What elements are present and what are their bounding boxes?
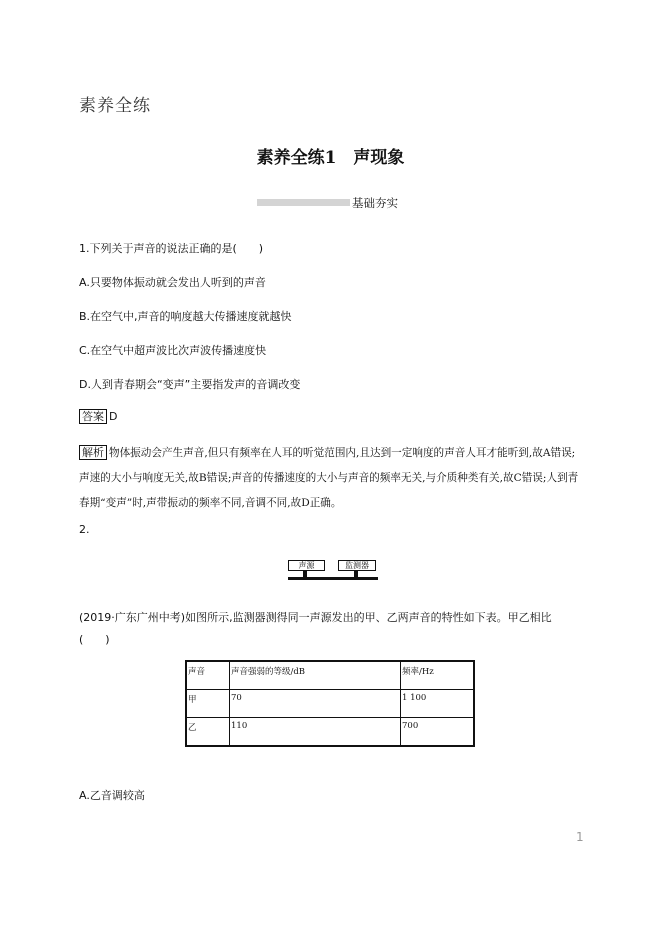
q1-answer [79, 409, 117, 424]
answer-tag: 答案 [79, 409, 107, 424]
table-row [186, 718, 474, 747]
table-header: 声音强弱的等级/dB [230, 661, 401, 690]
table-row [186, 690, 474, 718]
source-post [303, 570, 307, 577]
page-number: 1 [576, 830, 584, 844]
q2-stem-line1: (2019·广东广州中考)如图所示,监测器测得同一声源发出的甲、乙两声音的特性如下表。甲乙相比 [79, 611, 552, 624]
monitor-post [354, 570, 358, 577]
q1-option-a: A.只要物体振动就会发出人听到的声音 [79, 276, 266, 289]
table-cell: 700 [401, 718, 475, 747]
q2-number: 2. [79, 523, 90, 536]
ground-line [288, 577, 378, 580]
q2-stem-line2: ( ) [79, 633, 110, 646]
page-title: 素养全练1 声现象 [256, 148, 405, 168]
q1-option-c: C.在空气中超声波比次声波传播速度快 [79, 344, 267, 357]
analysis-text: 物体振动会产生声音,但只有频率在人耳的听觉范围内,且达到一定响度的声音人耳才能听到,故A错误;声速的大小与响度无关,故B错误;声音的传播速度的大小与声音的频率无关,与介质种类有关,故C错误;人到青春期“变声”时,声带振动的频率不同,音调不同,故D正确。 [79, 447, 579, 509]
table-cell: 乙 [186, 718, 230, 747]
q2-option-a: A.乙音调较高 [79, 789, 145, 802]
section-heading: 素养全练 [79, 96, 151, 116]
answer-value: D [109, 410, 118, 423]
sound-properties-table [185, 660, 475, 747]
table-header: 声音 [186, 661, 230, 690]
subheading: 基础夯实 [352, 196, 398, 210]
table-header: 频率/Hz [401, 661, 475, 690]
table-header-row [186, 661, 474, 690]
table-cell: 甲 [186, 690, 230, 718]
diagram-label-monitor: 监测器 [338, 560, 376, 571]
table-cell: 70 [230, 690, 401, 718]
subheading-bar [257, 199, 350, 206]
table-cell: 1 100 [401, 690, 475, 718]
sound-source-monitor-diagram [288, 560, 378, 586]
analysis-tag: 解析 [79, 445, 107, 460]
q1-analysis [79, 441, 584, 516]
q1-option-d: D.人到青春期会“变声”主要指发声的音调改变 [79, 378, 301, 391]
q1-option-b: B.在空气中,声音的响度越大传播速度就越快 [79, 310, 292, 323]
table-cell: 110 [230, 718, 401, 747]
q1-stem: 1.下列关于声音的说法正确的是( ) [79, 242, 264, 255]
diagram-label-source: 声源 [288, 560, 325, 571]
